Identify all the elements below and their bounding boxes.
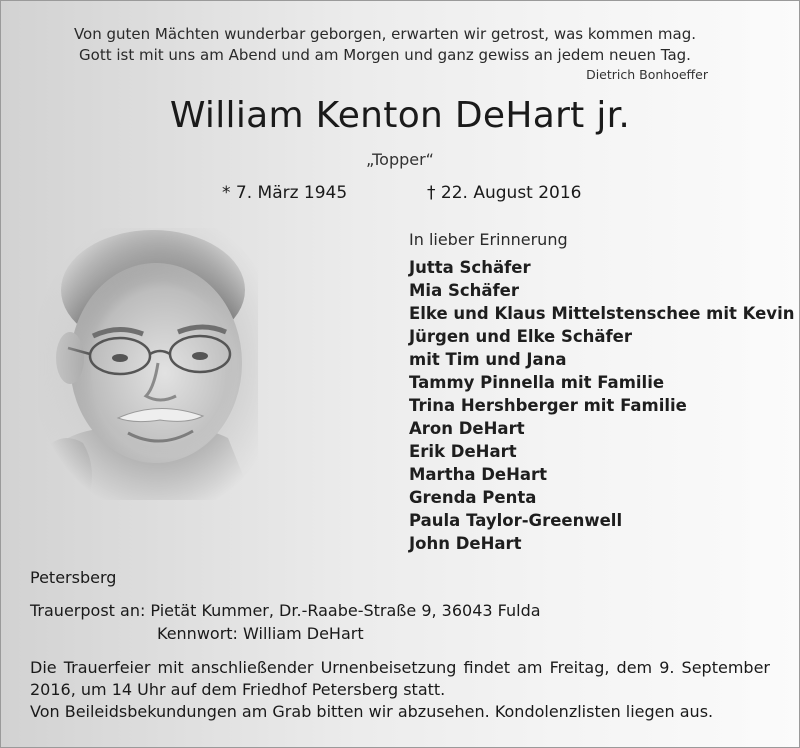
mourner-name: Paula Taylor-Greenwell — [409, 511, 623, 530]
birth-date: * 7. März 1945 — [222, 183, 348, 203]
quote-line-1: Von guten Mächten wunderbar geborgen, erwarten wir getrost, was kommen mag. — [73, 25, 697, 43]
ceremony-note: Von Beileidsbekundungen am Grab bitten wir abzusehen. Kondolenzlisten liegen aus. — [30, 702, 714, 721]
remembrance-label: In lieber Erinnerung — [409, 230, 568, 249]
bonhoeffer-quote — [40, 24, 730, 66]
quote-author: Dietrich Bonhoeffer — [586, 67, 708, 82]
deceased-name: William Kenton DeHart jr. — [169, 95, 631, 136]
ceremony-text: Die Trauerfeier mit anschließender Urnenbeisetzung findet am Freitag, dem 9. September 2016, um 14 Uhr auf dem Friedhof Petersberg statt. — [30, 658, 770, 699]
mourner-name: Jürgen und Elke Schäfer — [409, 327, 633, 346]
condolence-keyword: Kennwort: William DeHart — [157, 624, 364, 643]
mourner-name: Aron DeHart — [409, 419, 525, 438]
mourner-name: Erik DeHart — [409, 442, 517, 461]
quote-line-2: Gott ist mit uns am Abend und am Morgen und ganz gewiss an jedem neuen Tag. — [79, 46, 691, 64]
mourner-name: John DeHart — [409, 534, 522, 553]
deceased-nickname: „Topper“ — [366, 150, 434, 169]
mourner-name: mit Tim und Jana — [409, 350, 567, 369]
place-name: Petersberg — [30, 568, 117, 587]
mourner-name: Mia Schäfer — [409, 281, 520, 300]
condolence-address: Trauerpost an: Pietät Kummer, Dr.-Raabe-Straße 9, 36043 Fulda — [30, 601, 541, 620]
mourner-name: Grenda Penta — [409, 488, 537, 507]
mourner-name: Jutta Schäfer — [409, 258, 531, 277]
mourners-list — [409, 256, 794, 555]
mourner-name: Tammy Pinnella mit Familie — [409, 373, 665, 392]
ceremony-info — [30, 657, 770, 723]
portrait-photo — [38, 228, 258, 500]
mourner-name: Martha DeHart — [409, 465, 548, 484]
mourner-name: Trina Hershberger mit Familie — [409, 396, 687, 415]
mourner-name: Elke und Klaus Mittelstenschee mit Kevin — [409, 304, 795, 323]
death-date: † 22. August 2016 — [427, 183, 582, 203]
